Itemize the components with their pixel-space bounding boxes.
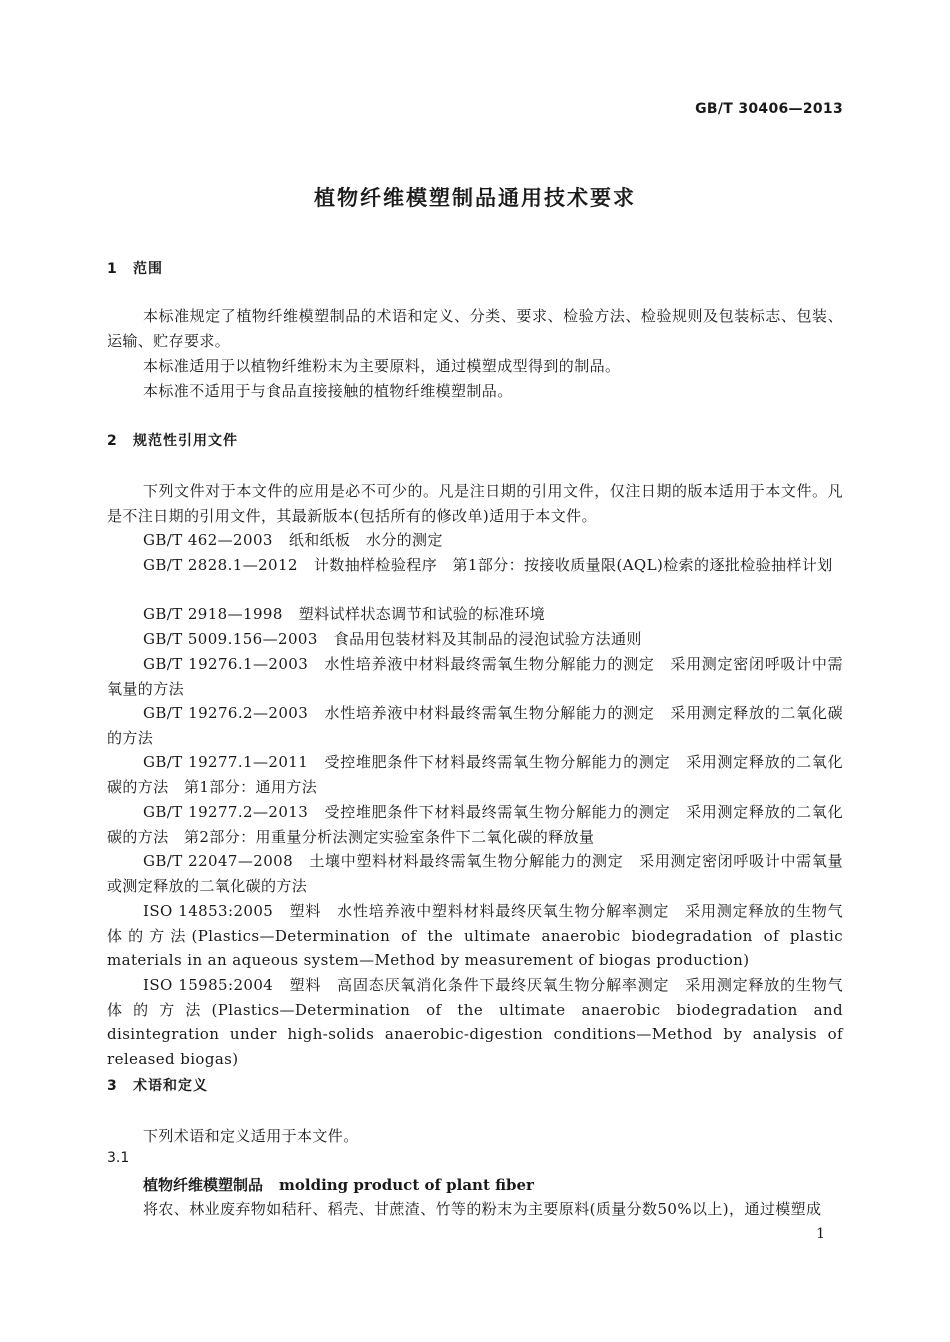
reference-entry [107,849,843,898]
reference-entry [107,973,843,1072]
reference-code: ISO 15985:2004 [143,976,274,994]
reference-code: GB/T 19277.2—2013 [143,803,309,821]
reference-code: GB/T 2828.1—2012 [143,556,298,574]
term-definition: 将农、林业废弃物如秸秆、稻壳、甘蔗渣、竹等的粉末为主要原料(质量分数50%以上)，通过模塑成 [143,1200,822,1218]
section-number: 2 [107,433,118,449]
reference-title: 塑料试样状态调节和试验的标准环境 [298,605,546,623]
reference-title: 纸和纸板 水分的测定 [288,531,443,549]
reference-code: GB/T 22047—2008 [143,852,294,870]
scope-paragraph-1: 本标准规定了植物纤维模塑制品的术语和定义、分类、要求、检验方法、检验规则及包装标志、包装、运输、贮存要求。 [107,307,843,350]
reference-title: 受控堆肥条件下材料最终需氧生物分解能力的测定 采用测定释放的二氧化碳的方法 第2部分：用重量分析法测定实验室条件下二氧化碳的释放量 [107,803,843,846]
reference-title: 受控堆肥条件下材料最终需氧生物分解能力的测定 采用测定释放的二氧化碳的方法 第1部分：通用方法 [107,753,843,796]
term-name-en: molding product of plant fiber [279,1176,534,1194]
reference-entry [107,627,843,652]
reference-code: GB/T 19276.2—2003 [143,704,309,722]
section-number: 1 [107,261,118,277]
standard-number: GB/T 30406—2013 [695,101,843,117]
normative-intro: 下列文件对于本文件的应用是必不可少的。凡是注日期的引用文件，仅注日期的版本适用于本文件。凡是不注日期的引用文件，其最新版本(包括所有的修改单)适用于本文件。 [107,482,843,525]
reference-title: 水性培养液中材料最终需氧生物分解能力的测定 采用测定释放的二氧化碳的方法 [107,704,843,747]
reference-title: 塑料 水性培养液中塑料材料最终厌氧生物分解率测定 采用测定释放的生物气体的方法(Plastics—Determination of the ultimate anaerobic biodegradation of plastic materials in an aqueous system—Method by measurement of biogas production) [107,902,843,970]
reference-code: GB/T 19276.1—2003 [143,655,309,673]
scope-paragraph-2: 本标准适用于以植物纤维粉末为主要原料，通过模塑成型得到的制品。 [143,357,621,375]
reference-entry [107,553,843,578]
scope-paragraph-3: 本标准不适用于与食品直接接触的植物纤维模塑制品。 [143,382,513,400]
reference-entry [107,800,843,849]
reference-entry [107,701,843,750]
terms-intro: 下列术语和定义适用于本文件。 [143,1127,359,1145]
reference-code: ISO 14853:2005 [143,902,274,920]
reference-title: 水性培养液中材料最终需氧生物分解能力的测定 采用测定密闭呼吸计中需氧量的方法 [107,655,843,698]
reference-entry [107,652,843,701]
section-number: 3 [107,1078,118,1094]
term-heading [143,1174,534,1195]
reference-title: 塑料 高固态厌氧消化条件下最终厌氧生物分解率测定 采用测定释放的生物气体的方法(Plastics—Determination of the ultimate anaerobic biodegradation and disintegration under high-solids anaerobic-digestion conditions—Method by analysis of released biogas) [107,976,843,1069]
document-title: 植物纤维模塑制品通用技术要求 [314,186,636,210]
reference-entry [107,899,843,973]
reference-code: GB/T 19277.1—2011 [143,753,309,771]
term-name-zh: 植物纤维模塑制品 [143,1176,264,1194]
section-1-heading [107,258,163,278]
section-title: 术语和定义 [133,1078,208,1094]
reference-code: GB/T 5009.156—2003 [143,630,318,648]
page-number: 1 [816,1226,825,1242]
reference-title: 计数抽样检验程序 第1部分：按接收质量限(AQL)检索的逐批检验抽样计划 [313,556,833,574]
reference-code: GB/T 462—2003 [143,531,273,549]
reference-title: 食品用包装材料及其制品的浸泡试验方法通则 [333,630,642,648]
reference-entry [107,602,843,627]
term-number: 3.1 [107,1150,130,1166]
reference-code: GB/T 2918—1998 [143,605,283,623]
section-title: 规范性引用文件 [133,433,238,449]
section-2-heading [107,430,238,450]
reference-entry [107,750,843,799]
section-title: 范围 [133,261,163,277]
reference-entry [107,528,843,553]
section-3-heading [107,1075,208,1095]
reference-title: 土壤中塑料材料最终需氧生物分解能力的测定 采用测定密闭呼吸计中需氧量或测定释放的二氧化碳的方法 [107,852,843,895]
